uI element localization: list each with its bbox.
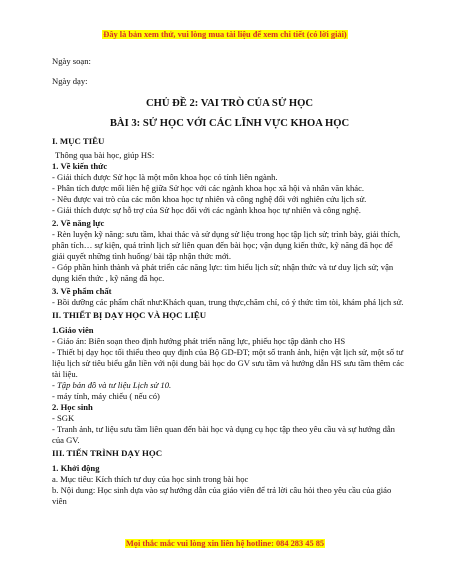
document-body [52,48,407,507]
preview-banner-text: Đây là bản xem thử, vui lòng mua tài liệu để xem chi tiết (có lời giải) [103,30,347,39]
section-process-heading: III. TIẾN TRÌNH DẠY HỌC [52,448,163,458]
prep-date-label: Ngày soạn: [52,56,91,66]
topic-title: CHỦ ĐỀ 2: VAI TRÒ CỦA SỬ HỌC [145,98,314,109]
knowledge-item: - Giải thích được Sử học là một môn khoa học có tính liên ngành. [52,172,278,182]
hotline-banner [0,538,450,549]
knowledge-heading: 1. Về kiến thức [52,161,108,171]
warmup-heading: 1. Khởi động [52,463,100,473]
teacher-item: - Tập bản đồ và tư liệu Lịch sử 10. [52,380,172,390]
competency-item: - Rèn luyện kỹ năng: sưu tầm, khai thác và sử dụng sử liệu trong học tập lịch sử; trình bày, giải thích, phân tích… sự kiện, quá trình lịch sử liên quan đến bài học; vận dụng kiến thức, kỹ năng đã học để giải quyết những tình huống/ bài tập nhận thức mới. [52,229,401,261]
teach-date-label: Ngày dạy: [52,76,88,86]
student-item: - Tranh ảnh, tư liệu sưu tầm liên quan đến bài học và dụng cụ học tập theo yêu cầu và sự hướng dẫn của GV. [52,424,395,445]
quality-heading: 3. Về phẩm chất [52,286,112,296]
knowledge-item: - Nêu được vai trò của các môn khoa học tự nhiên và công nghệ đối với nghiên cứu lịch sử. [52,194,367,204]
competency-item: - Góp phần hình thành và phát triển các năng lực: tìm hiểu lịch sử; nhận thức và tư duy lịch sử; vận dụng kiến thức , kỹ năng đã học. [52,262,394,283]
preview-banner [0,29,450,40]
section-objectives-heading: I. MỤC TIÊU [52,136,105,146]
lesson-title: BÀI 3: SỬ HỌC VỚI CÁC LĨNH VỰC KHOA HỌC [109,118,350,129]
objectives-intro: Thông qua bài học, giúp HS: [55,150,155,160]
competency-heading: 2. Về năng lực [52,218,105,228]
warmup-objective: a. Mục tiêu: Kích thích tư duy của học sinh trong bài học [52,474,249,484]
teacher-heading: 1.Giáo viên [52,325,94,335]
teacher-item: - máy tính, máy chiếu ( nếu có) [52,391,160,401]
quality-item: - Bồi dưỡng các phẩm chất như:Khách quan, trung thực,chăm chỉ, có ý thức tìm tòi, khám phá lịch sử. [52,297,404,307]
teacher-item: - Thiết bị dạy học tối thiểu theo quy định của Bộ GD-ĐT; một số tranh ảnh, hiện vật lịch sử, một số tư liệu lịch sử tiêu biểu gắn liền với nội dung bài học do GV sưu tầm và hướng dẫn HS sưu tầm thêm các tài liệu. [52,347,404,379]
teacher-item: - Giáo án: Biên soạn theo định hướng phát triển năng lực, phiếu học tập dành cho HS [52,336,346,346]
warmup-content: b. Nội dung: Học sinh dựa vào sự hướng dẫn của giáo viên để trả lời câu hỏi theo yêu cầu của giáo viên [52,485,392,506]
knowledge-item: - Giải thích được sự hỗ trợ của Sử học đối với các ngành khoa học tự nhiên và công nghệ. [52,205,361,215]
student-heading: 2. Học sinh [52,402,93,412]
section-equipment-heading: II. THIẾT BỊ DẠY HỌC VÀ HỌC LIỆU [52,310,207,320]
knowledge-item: - Phân tích được mối liên hệ giữa Sử học với các ngành khoa học xã hội và nhân văn khác. [52,183,365,193]
student-item: - SGK [52,413,75,423]
hotline-banner-text: Mọi thắc mắc vui lòng xin liên hệ hotline: 084 283 45 85 [125,539,325,548]
